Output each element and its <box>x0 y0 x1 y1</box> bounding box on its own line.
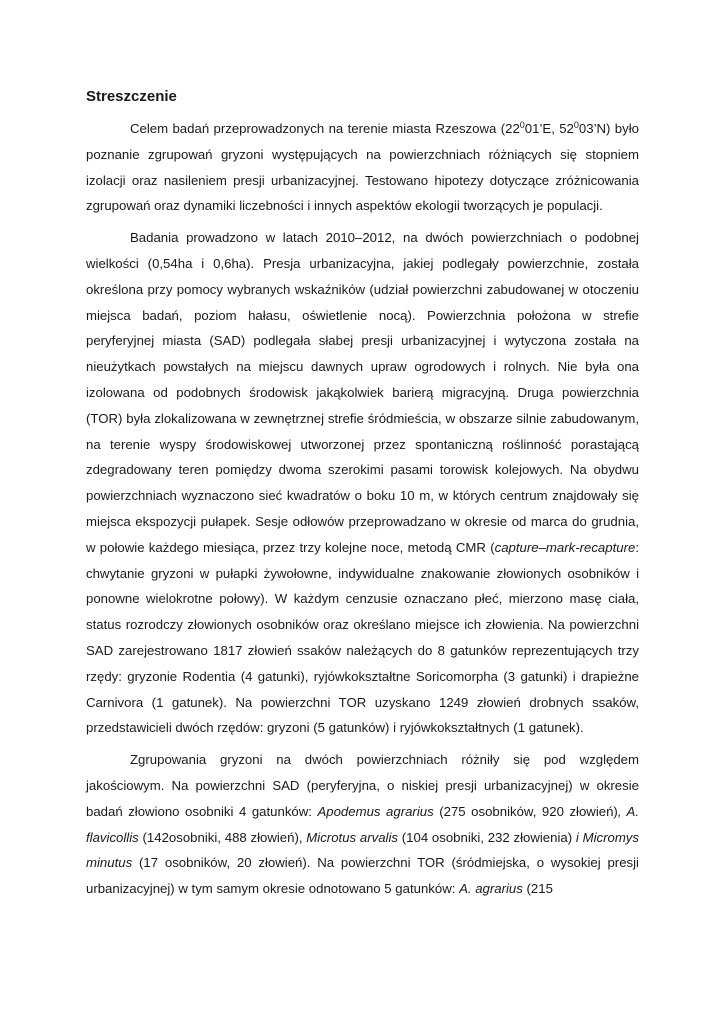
paragraph-methods <box>86 225 639 741</box>
degree-superscript: 0 <box>519 120 525 130</box>
text-run: : chwytanie gryzoni w pułapki żywołowne, indywidualne znakowanie złowionych osobników i ponowne wielokrotne połowy). W każdym cenzusie oznaczano płeć, mierzono masę ciała, status rozrodczy złowionych osobników oraz określano miejsce ich złowienia. Na powierzchni SAD zarejestrowano 1817 złowień ssaków należących do 8 gatunków reprezentujących trzy rzędy: gryzonie Rodentia (4 gatunki), ryjówkokształtne Soricomorpha (3 gatunki) i drapieżne Carnivora (1 gatunek). Na powierzchni TOR uzyskano 1249 złowień drobnych ssaków, przedstawicieli dwóch rzędów: gryzoni (5 gatunków) i ryjówkokształtnych (1 gatunek). <box>86 539 639 736</box>
paragraph-results <box>86 747 639 902</box>
text-run: Zgrupowania gryzoni na dwóch powierzchniach różniły się pod względem jakościowym. Na powierzchni SAD (peryferyjna, o niskiej presji urbanizacyjnej) w okresie badań złowiono osobniki 4 gatunków: <box>86 752 639 819</box>
species-name: , A. flavicollis <box>86 803 639 845</box>
text-run: (142osobniki, 488 złowień), <box>138 829 307 845</box>
species-name: Microtus arvalis <box>306 829 398 845</box>
degree-superscript: 0 <box>573 120 579 130</box>
text-run: 01’E, 52 <box>524 121 574 136</box>
document-page <box>86 84 639 902</box>
text-run: (104 osobniki, 232 złowienia) <box>398 829 576 845</box>
text-run: (275 osobników, 920 złowień) <box>433 803 618 819</box>
species-name: A. agrarius <box>459 881 523 897</box>
text-run: Badania prowadzono w latach 2010–2012, na dwóch powierzchniach o podobnej wielkości (0,54ha i 0,6ha). Presja urbanizacyjna, jakiej podlegały powierzchnie, została określona przy pomocy wybranych wskaźników (udział powierzchni zabudowanej w otoczeniu miejsca badań, poziom hałasu, oświetlenie nocą). Powierzchnia położona w strefie peryferyjnej miasta (SAD) podlegała słabej presji urbanizacyjnej i wytyczona została na nieużytkach powstałych na miejscu dawnych upraw ogrodowych i rolnych. Nie była ona izolowana od podobnych środowisk jakąkolwiek barierą migracyjną. Druga powierzchnia (TOR) była zlokalizowana w zewnętrznej strefie śródmieścia, w obszarze silnie zabudowanym, na terenie wyspy środowiskowej utworzonej przez spontaniczną roślinność porastającą zdegradowany teren pomiędzy dwoma szerokimi pasami torowisk kolejowych. Na obydwu powierzchniach wyznaczono sieć kwadratów o boku 10 m, w których centrum znajdowały się miejsca ekspozycji pułapek. Sesje odłowów przeprowadzano w okresie od marca do grudnia, w połowie każdego miesiąca, przez trzy kolejne noce, metodą CMR ( <box>86 230 639 555</box>
species-name: Apodemus agrarius <box>317 803 434 819</box>
text-run: Celem badań przeprowadzonych na terenie miasta Rzeszowa (22 <box>130 121 520 136</box>
text-run: (17 osobników, 20 złowień). Na powierzchni TOR (śródmiejska, o wysokiej presji urbanizacyjnej) w tym samym okresie odnotowano 5 gatunków: <box>86 855 639 897</box>
italic-term: capture–mark-recapture <box>494 539 636 555</box>
section-heading: Streszczenie <box>86 88 177 105</box>
paragraph-aim <box>86 116 639 219</box>
text-run: (215 <box>522 881 553 897</box>
text-run: 03’N) było poznanie zgrupowań gryzoni występujących na powierzchniach różniących się stopniem izolacji oraz nasileniem presji urbanizacyjnej. Testowano hipotezy dotyczące zróżnicowania zgrupowań oraz dynamiki liczebności i innych aspektów ekologii tworzących je populacji. <box>86 121 639 214</box>
species-name: i Micromys minutus <box>86 829 639 871</box>
